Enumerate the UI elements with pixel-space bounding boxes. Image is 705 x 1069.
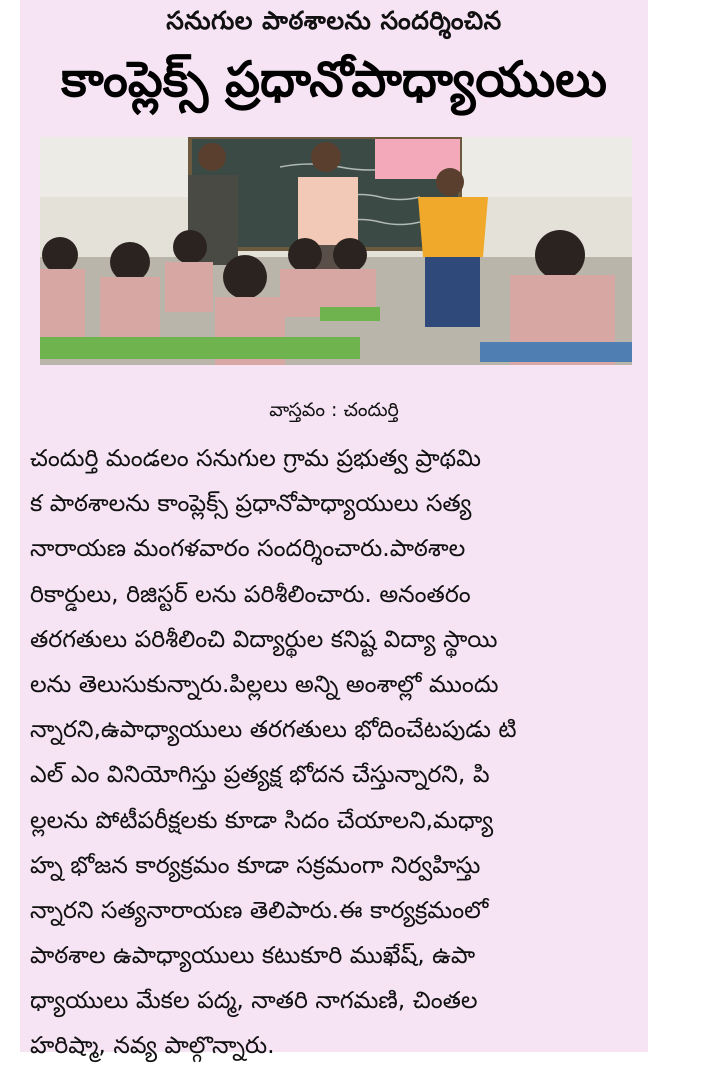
body-line: లను తెలుసుకున్నారు.పిల్లలు అన్ని అంశాల్లో ముందు <box>30 669 499 698</box>
body-line: హ్న భోజన కార్యక్రమం కూడా సక్రమంగా నిర్వహిస్తు <box>30 850 481 879</box>
classroom-photo-icon <box>40 137 632 365</box>
body-line: నారాయణ మంగళవారం సందర్శించారు.పాఠశాల <box>30 534 466 563</box>
article-body <box>30 436 636 1069</box>
body-line: న్నారని సత్యనారాయణ తెలిపారు.ఈ కార్యక్రమంలో <box>30 895 489 924</box>
body-line: పాఠశాల ఉపాధ్యాయులు కటుకూరి ముఖేష్, ఉపా <box>30 941 476 970</box>
article-headline: కాంప్లెక్స్ ప్రధానోపాధ్యాయులు <box>61 51 607 108</box>
article-kicker: సనుగుల పాఠశాలను సందర్శించిన <box>166 6 502 35</box>
classroom-photo <box>40 137 632 365</box>
body-line: రికార్డులు, రిజిస్టర్ లను పరిశీలించారు. అనంతరం <box>30 579 471 608</box>
body-line: తరగతులు పరిశీలించి విద్యార్థుల కనిష్ట విద్యా స్థాయి <box>30 624 498 653</box>
body-line: న్నారని,ఉపాధ్యాయులు తరగతులు భోదించేటపుడు టి <box>30 715 517 744</box>
body-line: ల్లలను పోటీపరీక్షలకు కూడా సిదం చేయాలని,మధ్యా <box>30 805 494 834</box>
body-line: ఎల్ ఎం వినియోగిస్తు ప్రత్యక్ష భోదన చేస్తున్నారని, పి <box>30 760 490 789</box>
body-line: హరిష్మా, నవ్య పాల్గొన్నారు. <box>30 1031 275 1060</box>
article-dateline: వాస్తవం : చందుర్తి <box>269 399 399 421</box>
body-line: చందుర్తి మండలం సనుగుల గ్రామ ప్రభుత్వ ప్రాథమి <box>30 444 481 472</box>
body-line: క పాఠశాలను కాంప్లెక్స్ ప్రధానోపాధ్యాయులు సత్య <box>30 489 472 518</box>
body-line: ధ్యాయులు మేకల పద్మ, నాతరి నాగమణి, చింతల <box>30 986 478 1015</box>
